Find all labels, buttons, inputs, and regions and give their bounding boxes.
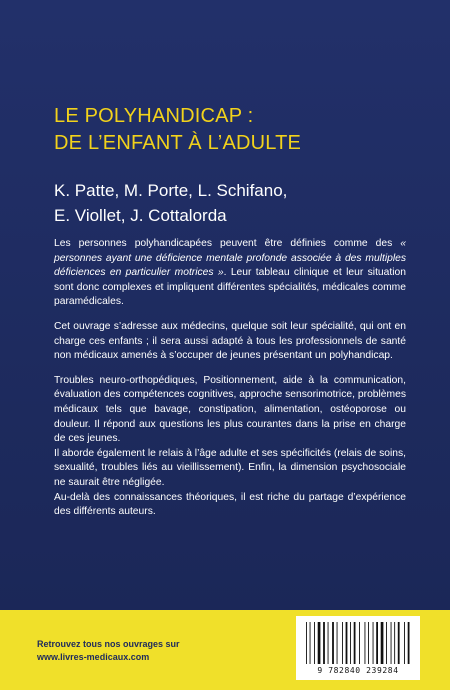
barcode-bar bbox=[391, 622, 392, 664]
barcode-bar bbox=[359, 622, 360, 664]
blurb-paragraph-1 bbox=[54, 237, 406, 310]
blurb-paragraph-4: Il aborde également le relais à l’âge adulte et ses spécificités (relais de soins, sexualité, troubles liés au vieillissement). Enfin, la dimension psychosociale ne saurait être négligée. bbox=[54, 447, 406, 488]
isbn-barcode bbox=[296, 616, 420, 680]
publisher-website: www.livres-medicaux.com bbox=[37, 652, 150, 662]
blurb bbox=[54, 237, 406, 530]
authors-line-2: E. Viollet, J. Cottalorda bbox=[54, 206, 227, 225]
barcode-bar bbox=[373, 622, 374, 664]
barcode-bar bbox=[346, 622, 348, 664]
barcode-bars bbox=[304, 622, 412, 666]
authors bbox=[54, 178, 414, 228]
footer-band bbox=[0, 610, 450, 690]
publisher-promo bbox=[37, 638, 180, 664]
promo-text: Retrouvez tous nos ouvrages sur bbox=[37, 639, 180, 649]
blurb-p1-quote: « personnes ayant une déficience mentale profonde associée à des multiples déficiences en particulier motrices » bbox=[54, 238, 406, 279]
barcode-bar bbox=[386, 622, 387, 664]
authors-line-1: K. Patte, M. Porte, L. Schifano, bbox=[54, 181, 288, 200]
barcode-bar bbox=[314, 622, 315, 664]
barcode-bar bbox=[354, 622, 356, 664]
barcode-bar bbox=[350, 622, 351, 664]
blurb-paragraph-3: Troubles neuro-orthopédiques, Positionnement, aide à la communication, évaluation des compétences cognitives, approche sensorimotrice, problèmes médicaux tels que bavage, constipation, alimentation, ostéoporose ou douleur. Il répond aux questions les plus courantes dans la prise en charge de ces jeunes. bbox=[54, 374, 406, 445]
book-title-line-1: LE POLYHANDICAP : bbox=[54, 105, 254, 127]
barcode-bar bbox=[306, 622, 307, 664]
barcode-bar bbox=[398, 622, 400, 664]
barcode-bar bbox=[365, 622, 366, 664]
barcode-bar bbox=[323, 622, 325, 664]
blurb-p1-start: Les personnes polyhandicapées peuvent être définies comme des bbox=[54, 238, 393, 249]
book-title bbox=[54, 103, 414, 157]
barcode-bar bbox=[332, 622, 334, 664]
barcode-bar bbox=[408, 622, 410, 664]
blurb-paragraph-5: Au-delà des connaissances théoriques, il est riche du partage d’expérience des différents auteurs. bbox=[54, 491, 406, 518]
book-title-line-2: DE L’ENFANT À L’ADULTE bbox=[54, 132, 302, 154]
barcode-bar bbox=[310, 622, 311, 664]
barcode-bar bbox=[342, 622, 343, 664]
barcode-bar bbox=[337, 622, 338, 664]
barcode-bar bbox=[318, 622, 321, 664]
barcode-bar bbox=[404, 622, 405, 664]
barcode-bar bbox=[381, 622, 384, 664]
barcode-bar bbox=[368, 622, 369, 664]
barcode-bar bbox=[376, 622, 378, 664]
barcode-bar bbox=[394, 622, 395, 664]
blurb-paragraph-2: Cet ouvrage s’adresse aux médecins, quelque soit leur spécialité, qui ont en charge ces enfants ; il sera aussi adapté à tous les professionnels de santé non médicaux amenés à s’occuper de jeunes présentant un polyhandicap. bbox=[54, 320, 406, 362]
barcode-bar bbox=[328, 622, 329, 664]
blurb-p1-end: . Leur tableau clinique et leur situation sont donc complexes et impliquent différentes spécialités, médicales comme paramédicales. bbox=[54, 267, 406, 308]
barcode-digits: 9 782840 239284 bbox=[317, 666, 399, 675]
